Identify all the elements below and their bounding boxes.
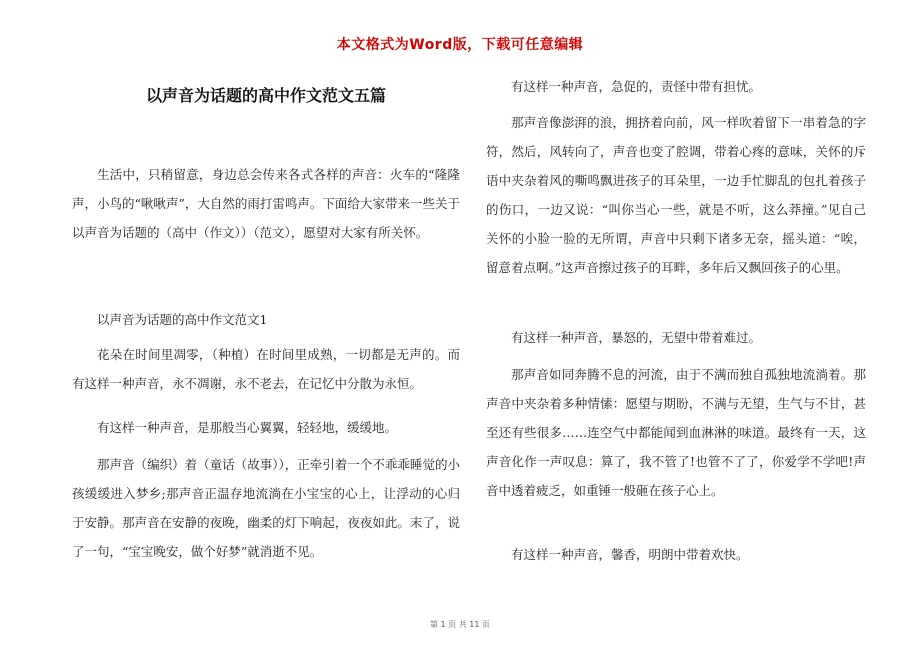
format-banner: 本文格式为Word版，下载可任意编辑 [336, 37, 584, 53]
body-paragraph: 花朵在时间里凋零，（种植）在时间里成熟，一切都是无声的。而有这样一种声音，永不凋谢，永不老去，在记忆中分散为永恒。 [72, 347, 460, 391]
body-paragraph: 那声音如同奔腾不息的河流，由于不满而独自孤独地流淌着。那声音中夹杂着多种情愫：愿望与期盼，不满与无望，生气与不甘，甚至还有些很多……连空气中都能闻到血淋淋的味道。最终有一天，这声音化作一声叹息：算了，我不管了!也管不了了，你爱学不学吧!声音中透着疲乏，如重锤一般砸在孩子心上。 [486, 367, 866, 498]
body-paragraph: 有这样一种声音，急促的，责怪中带有担忧。 [511, 79, 762, 94]
intro-paragraph: 生活中，只稍留意，身边总会传来各式各样的声音：火车的“隆隆声，小鸟的“啾啾声”，大自然的雨打雷鸣声。下面给大家带来一些关于以声音为话题的（高中（作文））（范文），愿望对大家有所关怀。 [72, 167, 460, 240]
document-title: 以声音为话题的高中作文范文五篇 [145, 86, 386, 105]
body-paragraph: 有这样一种声音，暴怒的，无望中带着难过。 [511, 330, 762, 345]
body-paragraph: 那声音像澎湃的浪，拥挤着向前，风一样吹着留下一串着急的字符，然后，风转向了，声音也变了腔调，带着心疼的意味，关怀的斥语中夹杂着风的嘶鸣飘进孩子的耳朵里，一边手忙脚乱的包扎着孩子的伤口，一边又说：“叫你当心一些，就是不听，这么莽撞。”见自己关怀的小脸一脸的无所谓，声音中只剩下诸多无奈，摇头道：“唉，留意着点啊。”这声音擦过孩子的耳畔，多年后又飘回孩子的心里。 [486, 115, 866, 275]
body-paragraph: 有这样一种声音，是那般当心翼翼，轻轻地，缓缓地。 [97, 420, 398, 435]
body-paragraph: 那声音（编织）着（童话（故事）），正牵引着一个不乖乖睡觉的小孩缓缓进入梦乡;那声音正温存地流淌在小宝宝的心上，让浮动的心归于安静。那声音在安静的夜晚，幽柔的灯下响起，夜夜如此。末了，说了一句，“宝宝晚安，做个好梦”就消逝不见。 [72, 457, 460, 559]
body-paragraph: 有这样一种声音，馨香，明朗中带着欢快。 [511, 547, 749, 562]
section-heading: 以声音为话题的高中作文范文1 [97, 312, 268, 327]
page-number: 第 1 页 共 11 页 [430, 620, 490, 629]
